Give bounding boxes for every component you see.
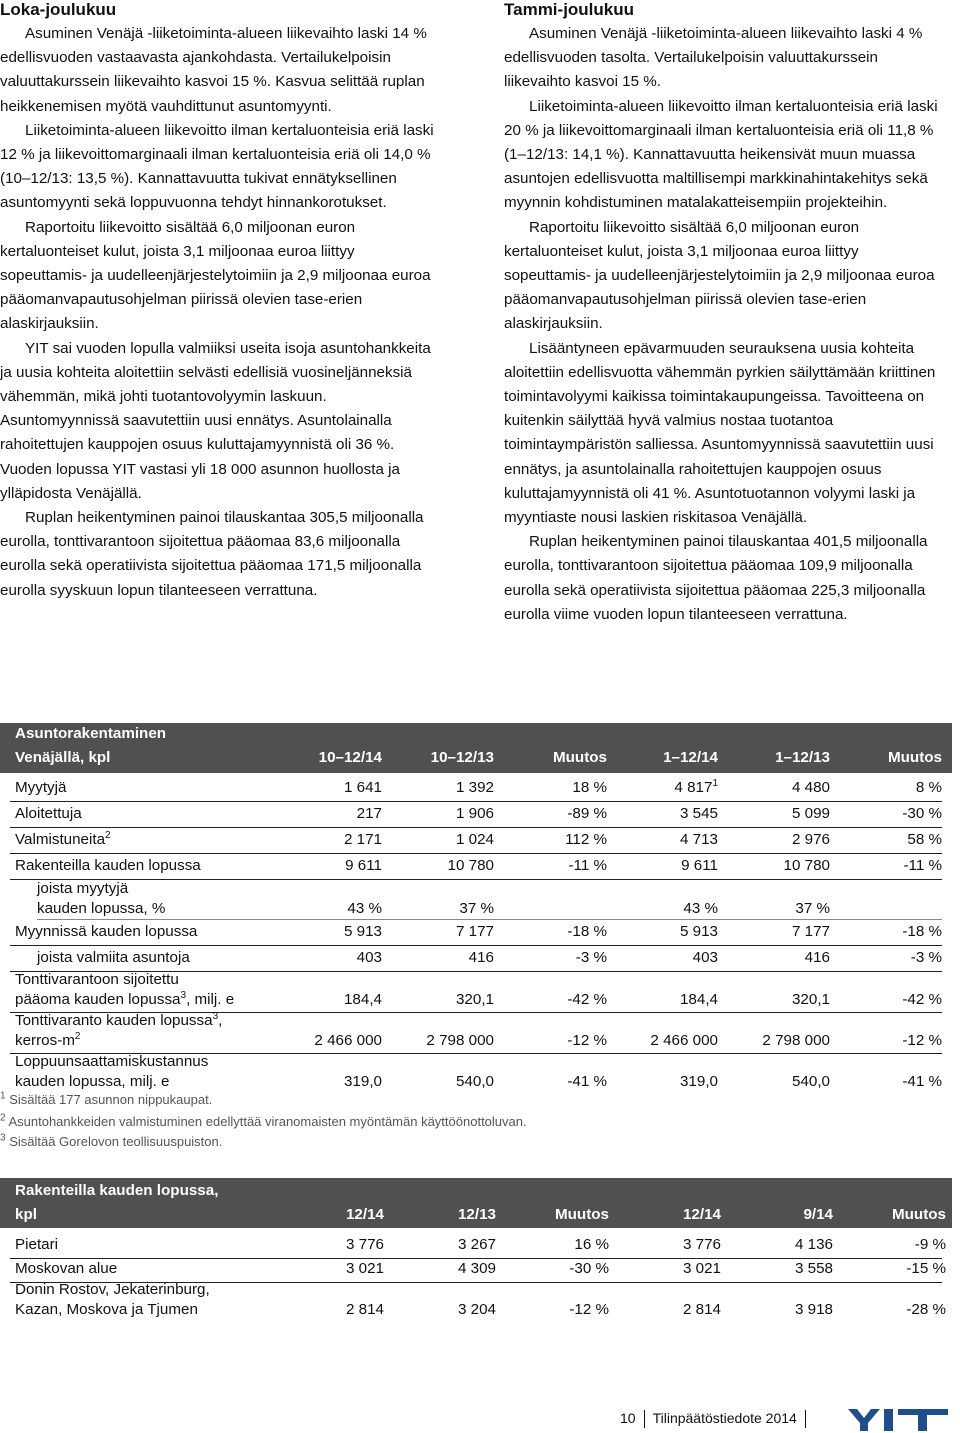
- cell: 416: [804, 949, 830, 966]
- cell: 16 %: [574, 1236, 609, 1253]
- left-body: [0, 22, 440, 603]
- cell: -18 %: [902, 923, 942, 940]
- cell: -9 %: [914, 1236, 946, 1253]
- row-label-line2: [15, 1032, 80, 1049]
- row-divider: [10, 945, 942, 946]
- cell: 43 %: [683, 900, 718, 917]
- row-divider: [10, 801, 942, 802]
- footnote: [0, 1132, 222, 1152]
- footnote-number: 3: [0, 1132, 6, 1144]
- cell: 5 913: [679, 923, 718, 940]
- construction-table-header: [0, 1178, 952, 1228]
- right-paragraph-2: Liiketoiminta-alueen liikevoitto ilman kertaluonteisia eriä laski 20 % ja liikevoittomarginaali ilman kertaluonteisia eriä oli 11,8 % (1–12/13: 14,1 %). Kannattavuutta heikensivät muun muassa asuntojen edellisvuotta maltillisempi markkinahintakehitys sekä myynnin kohdistuminen matalakatteisempiin projekteihin.: [504, 97, 938, 212]
- cell: 3 204: [457, 1301, 496, 1318]
- footnote-number: 1: [0, 1090, 6, 1102]
- cell: -30 %: [569, 1260, 609, 1277]
- cell: 7 177: [455, 923, 494, 940]
- cell: [674, 779, 718, 796]
- cell: 403: [692, 949, 718, 966]
- right-heading: Tammi-joulukuu: [504, 0, 635, 19]
- cell: 9 611: [681, 857, 718, 874]
- cell: 18 %: [572, 779, 607, 796]
- row-label: Aloitettuja: [15, 805, 82, 822]
- cell: 10 780: [447, 857, 494, 874]
- cell: 3 021: [682, 1260, 721, 1277]
- cell: 1 906: [455, 805, 494, 822]
- col-header: Muutos: [892, 1206, 946, 1223]
- row-label: [15, 831, 111, 848]
- left-paragraph-5: Ruplan heikentyminen painoi tilauskantaa 305,5 miljoonalla eurolla, tonttivarantoon sijoitettua pääomaa 83,6 miljoonalla eurolla sekä operatiivista sijoitettua pääomaa 171,5 miljoonalla eurolla syyskuun lopun tilanteeseen verrattuna.: [0, 509, 424, 599]
- footnote-number: 2: [0, 1112, 6, 1124]
- row-label-tail: , milj. e: [186, 991, 235, 1008]
- cell: 540,0: [455, 1073, 494, 1090]
- col-header: Muutos: [555, 1206, 609, 1223]
- cell: 4 713: [679, 831, 718, 848]
- cell: 2 814: [345, 1301, 384, 1318]
- footnote-text: Sisältää Gorelovon teollisuuspuiston.: [9, 1134, 223, 1149]
- cell: 43 %: [347, 900, 382, 917]
- cell: -28 %: [906, 1301, 946, 1318]
- left-paragraph-2: Liiketoiminta-alueen liikevoitto ilman kertaluonteisia eriä laski 12 % ja liikevoittomarginaali ilman kertaluonteisia eriä oli 14,0 % (10–12/13: 13,5 %). Kannattavuutta tukivat ennätyksellinen asuntomyynti sekä loppuvuonna tehdyt hinnankorotukset.: [0, 121, 434, 212]
- row-label-line1: [15, 1012, 222, 1029]
- col-header: 1–12/13: [775, 749, 830, 766]
- construction-table-title-1: Rakenteilla kauden lopussa,: [15, 1182, 219, 1199]
- page-number: 10: [620, 1410, 636, 1426]
- cell: 3 021: [345, 1260, 384, 1277]
- left-paragraph-4: YIT sai vuoden lopulla valmiiksi useita isoja asuntohankkeita ja uusia kohteita aloitettiin selvästi edellisiä vuosineljänneksiä vähemmän, mikä johti tuotantovolyymin laskuun. Asuntomyynnissä saavutettiin uusi ennätys. Asuntolainalla rahoitettujen kauppojen osuus kuluttajamyynnistä oli 36 %. Vuoden lopussa YIT vastasi yli 18 000 asunnon huollosta ja ylläpidosta Venäjällä.: [0, 339, 431, 502]
- cell: 403: [356, 949, 382, 966]
- right-column: [504, 0, 944, 627]
- row-label-text: kerros-m: [15, 1032, 75, 1049]
- row-label-text: pääoma kauden lopussa: [15, 991, 181, 1008]
- row-label: Pietari: [15, 1236, 59, 1253]
- col-header: Muutos: [888, 749, 942, 766]
- cell: 217: [356, 805, 382, 822]
- cell: -89 %: [567, 805, 607, 822]
- col-header: Muutos: [553, 749, 607, 766]
- cell: -30 %: [902, 805, 942, 822]
- cell: 1 024: [455, 831, 494, 848]
- footnote-text: Asuntohankkeiden valmistuminen edellyttää viranomaisten myöntämän käyttöönottoluvan.: [8, 1114, 527, 1129]
- cell: 184,4: [343, 991, 382, 1008]
- cell: -12 %: [569, 1301, 609, 1318]
- row-label-line2: [15, 991, 234, 1008]
- row-label-line1: joista myytyjä: [37, 880, 129, 897]
- cell: 37 %: [459, 900, 494, 917]
- row-divider: [10, 1258, 942, 1259]
- cell: 5 099: [791, 805, 830, 822]
- cell: -41 %: [567, 1073, 607, 1090]
- col-header: 12/14: [345, 1206, 384, 1223]
- construction-table-title-2: kpl: [15, 1206, 37, 1223]
- cell: 3 267: [457, 1236, 496, 1253]
- cell: 2 798 000: [426, 1032, 494, 1049]
- left-heading: Loka-joulukuu: [0, 0, 117, 19]
- cell: 2 171: [343, 831, 382, 848]
- cell: -18 %: [567, 923, 607, 940]
- cell: 319,0: [343, 1073, 382, 1090]
- housing-table-title-1: Asuntorakentaminen: [15, 725, 167, 742]
- cell: 320,1: [455, 991, 494, 1008]
- cell: 4 480: [791, 779, 830, 796]
- cell: 58 %: [907, 831, 942, 848]
- cell: 319,0: [679, 1073, 718, 1090]
- right-body: [504, 22, 944, 627]
- footer-divider: [805, 1410, 806, 1428]
- cell: 540,0: [791, 1073, 830, 1090]
- row-divider: [10, 879, 942, 880]
- page-footer: [620, 1410, 814, 1428]
- footnote-text: Sisältää 177 asunnon nippukaupat.: [9, 1092, 213, 1107]
- cell: 3 918: [794, 1301, 833, 1318]
- cell: 5 913: [343, 923, 382, 940]
- footnote: [0, 1090, 212, 1110]
- col-header: 10–12/13: [430, 749, 494, 766]
- construction-table: [0, 1178, 952, 1318]
- cell: 2 466 000: [314, 1032, 382, 1049]
- cell: -12 %: [902, 1032, 942, 1049]
- col-header: 12/14: [682, 1206, 721, 1223]
- row-label-line2: kauden lopussa, milj. e: [15, 1073, 170, 1090]
- cell: 112 %: [565, 831, 607, 848]
- row-label: Myytyjä: [15, 779, 67, 796]
- row-label-tail: ,: [218, 1012, 223, 1029]
- row-label: Rakenteilla kauden lopussa: [15, 857, 201, 874]
- row-divider: [37, 919, 942, 920]
- cell: -15 %: [906, 1260, 946, 1277]
- cell: -12 %: [567, 1032, 607, 1049]
- footnote-ref: 1: [712, 777, 718, 789]
- col-header: 9/14: [803, 1206, 833, 1223]
- cell: 184,4: [679, 991, 718, 1008]
- row-label: Moskovan alue: [15, 1260, 118, 1277]
- row-label-line1: Loppuunsaattamiskustannus: [15, 1053, 209, 1070]
- left-paragraph-3: Raportoitu liikevoitto sisältää 6,0 miljoonan euron kertaluonteiset kulut, joista 3,1 miljoonaa euroa liittyy sopeuttamis- ja uudelleenjärjestelytoimiin ja 2,9 miljoonaa euroa pääomanvapautusohjelman piirissä olevien tase-erien alaskirjauksiin.: [0, 218, 431, 333]
- cell: 37 %: [795, 900, 830, 917]
- row-label-line2: kauden lopussa, %: [37, 900, 166, 917]
- right-paragraph-1: Asuminen Venäjä -liiketoiminta-alueen liikevaihto laski 4 % edellisvuoden tasolta. Vertailukelpoisin valuuttakurssein liikevaihto kasvoi 15 %.: [504, 25, 923, 91]
- cell: 10 780: [783, 857, 830, 874]
- cell: 3 776: [345, 1236, 384, 1253]
- cell: 9 611: [345, 857, 382, 874]
- cell: 1 392: [455, 779, 494, 796]
- footer-divider: [644, 1410, 645, 1428]
- row-label-text: Valmistuneita: [15, 831, 106, 848]
- cell: -3 %: [575, 949, 607, 966]
- footnote-ref: 2: [105, 829, 111, 841]
- cell: 3 545: [679, 805, 718, 822]
- cell: 416: [468, 949, 494, 966]
- footnote-ref: 3: [180, 989, 187, 1001]
- cell: 2 466 000: [650, 1032, 718, 1049]
- footnote: [0, 1112, 527, 1132]
- cell: 3 558: [794, 1260, 833, 1277]
- cell: -41 %: [902, 1073, 942, 1090]
- cell: 2 798 000: [762, 1032, 830, 1049]
- row-divider: [10, 827, 942, 828]
- cell: -3 %: [910, 949, 942, 966]
- row-label: joista valmiita asuntoja: [37, 949, 190, 966]
- cell: 3 776: [682, 1236, 721, 1253]
- right-paragraph-4: Lisääntyneen epävarmuuden seurauksena uusia kohteita aloitettiin edellisvuotta vähemmän pyrkien säilyttämään kriittinen toimintavolyymi kaikissa toimintakaupungeissa. Tavoitteena on kuitenkin säilyttää hyvä valmius nostaa tuotantoa toimintaympäristön salliessa. Asuntomyynnissä saavutettiin uusi ennätys, ja asuntolainalla rahoitettujen kauppojen osuus kuluttajamyynnistä oli 41 %. Asuntotuotannon volyymi laski ja myyntiaste nousi laskien riskitasoa Venäjällä.: [504, 339, 936, 527]
- cell: -42 %: [902, 991, 942, 1008]
- cell: -42 %: [567, 991, 607, 1008]
- left-paragraph-1: Asuminen Venäjä -liiketoiminta-alueen liikevaihto laski 14 % edellisvuoden vastaavasta ajankohdasta. Vertailukelpoisin valuuttakurssein liikevaihto kasvoi 15 %. Kasvua selittää ruplan heikkenemisen myötä vauhdittunut asuntomyynti.: [0, 25, 427, 115]
- cell: 7 177: [791, 923, 830, 940]
- cell-value: 4 817: [674, 779, 713, 796]
- cell: 8 %: [915, 779, 942, 796]
- col-header: 1–12/14: [663, 749, 718, 766]
- right-paragraph-5: Ruplan heikentyminen painoi tilauskantaa 401,5 miljoonalla eurolla, tonttivarantoon sijoitettua pääomaa 109,9 miljoonalla eurolla sekä operatiivista sijoitettua pääomaa 225,3 miljoonalla eurolla viime vuoden lopun tilanteeseen verrattuna.: [504, 533, 928, 623]
- cell: 320,1: [791, 991, 830, 1008]
- cell: 4 309: [457, 1260, 496, 1277]
- cell: -11 %: [903, 857, 942, 874]
- cell: 4 136: [794, 1236, 833, 1253]
- right-paragraph-3: Raportoitu liikevoitto sisältää 6,0 miljoonan euron kertaluonteiset kulut, joista 3,1 miljoonaa euroa liittyy sopeuttamis- ja uudelleenjärjestelytoimiin ja 2,9 miljoonaa euroa pääomanvapautusohjelman piirissä olevien tase-erien alaskirjauksiin.: [504, 218, 935, 333]
- housing-table: [0, 723, 952, 1149]
- left-column: [0, 0, 440, 603]
- housing-table-header: [0, 723, 952, 773]
- doc-title: Tilinpäätöstiedote 2014: [652, 1410, 797, 1426]
- cell: 2 976: [791, 831, 830, 848]
- col-header: 10–12/14: [318, 749, 382, 766]
- footnote-ref: 3: [212, 1010, 219, 1022]
- cell: 2 814: [682, 1301, 721, 1318]
- col-header: 12/13: [457, 1206, 496, 1223]
- row-label-text: Tonttivaranto kauden lopussa: [15, 1012, 213, 1029]
- superscript: 2: [74, 1030, 81, 1042]
- cell: 1 641: [343, 779, 382, 796]
- cell: -11 %: [568, 857, 607, 874]
- row-label: Myynnissä kauden lopussa: [15, 923, 198, 940]
- yit-logo-icon: [848, 1409, 948, 1431]
- row-label-line1: Tonttivarantoon sijoitettu: [15, 971, 179, 988]
- housing-table-title-2: Venäjällä, kpl: [15, 749, 111, 766]
- row-divider: [10, 853, 942, 854]
- row-label-line2: Kazan, Moskova ja Tjumen: [15, 1301, 198, 1318]
- row-label-line1: Donin Rostov, Jekaterinburg,: [15, 1281, 210, 1298]
